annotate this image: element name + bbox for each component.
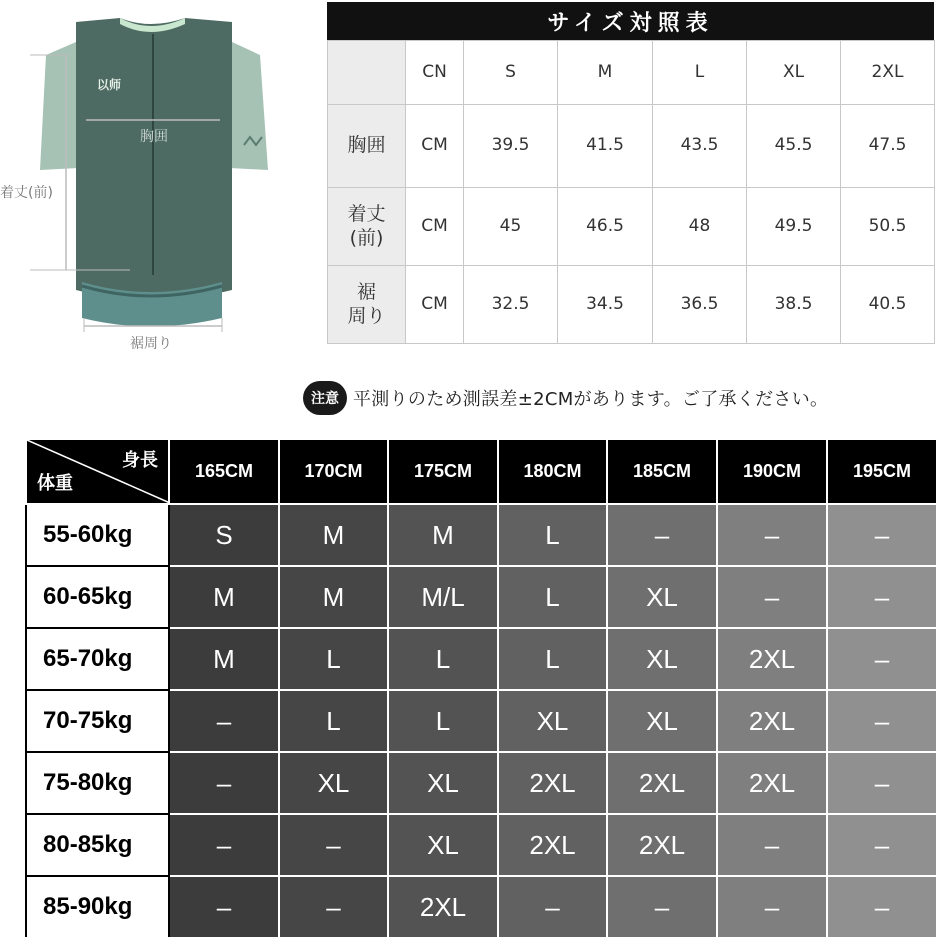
size-recommendation-cell: 2XL <box>717 690 827 752</box>
size-recommendation-cell: XL <box>498 690 607 752</box>
length-measure-label: 着丈(前) <box>0 185 53 201</box>
size-recommendation-cell: – <box>827 628 937 690</box>
size-recommendation-cell: – <box>717 876 827 937</box>
size-recommendation-cell: M <box>279 566 388 628</box>
size-recommendation-cell: 2XL <box>717 752 827 814</box>
size-recommendation-cell: – <box>169 876 279 937</box>
size-value-cell: 34.5 <box>558 266 653 344</box>
size-table-corner <box>328 41 406 105</box>
size-recommendation-cell: – <box>279 814 388 876</box>
size-value-cell: 41.5 <box>558 105 653 188</box>
size-recommendation-cell: L <box>388 690 498 752</box>
size-recommendation-cell: – <box>607 876 717 937</box>
size-recommendation-cell: XL <box>388 752 498 814</box>
note-text: 平測りのため測誤差±2CMがあります。ご了承ください。 <box>353 389 829 410</box>
chart-row <box>26 628 937 690</box>
chart-header-row <box>26 439 937 504</box>
height-header-cell: 170CM <box>279 439 388 504</box>
size-recommendation-cell: L <box>498 628 607 690</box>
chart-row <box>26 690 937 752</box>
size-value-cell: 50.5 <box>841 188 935 266</box>
size-unit-cell: CM <box>406 105 464 188</box>
size-value-cell: 32.5 <box>464 266 558 344</box>
size-header-cell: XL <box>747 41 841 105</box>
size-header-cell: S <box>464 41 558 105</box>
size-recommendation-cell: 2XL <box>388 876 498 937</box>
size-recommendation-cell: – <box>169 690 279 752</box>
size-table <box>327 40 935 344</box>
size-recommendation-cell: XL <box>607 628 717 690</box>
logo-text: 以师 <box>97 78 122 92</box>
size-recommendation-cell: – <box>169 752 279 814</box>
corner-weight-label: 体重 <box>37 473 73 493</box>
size-recommendation-cell: L <box>498 504 607 566</box>
size-unit-cell: CM <box>406 188 464 266</box>
size-recommendation-cell: XL <box>607 690 717 752</box>
measurement-note <box>303 381 828 415</box>
size-recommendation-cell: XL <box>388 814 498 876</box>
size-value-cell: 46.5 <box>558 188 653 266</box>
size-value-cell: 49.5 <box>747 188 841 266</box>
size-recommendation-cell: – <box>827 690 937 752</box>
size-row-label: 裾 周り <box>328 266 406 344</box>
size-value-cell: 45 <box>464 188 558 266</box>
size-recommendation-cell: 2XL <box>607 752 717 814</box>
size-table-header-row <box>328 41 935 105</box>
size-recommendation-cell: – <box>279 876 388 937</box>
size-table-row <box>328 105 935 188</box>
size-recommendation-cell: – <box>717 814 827 876</box>
size-value-cell: 39.5 <box>464 105 558 188</box>
size-recommendation-cell: 2XL <box>607 814 717 876</box>
size-recommendation-cell: L <box>498 566 607 628</box>
size-recommendation-cell: M <box>279 504 388 566</box>
size-recommendation-cell: 2XL <box>717 628 827 690</box>
size-table-row <box>328 188 935 266</box>
size-header-cell: M <box>558 41 653 105</box>
chest-measure-label: 胸囲 <box>140 129 168 145</box>
weight-label-cell: 60-65kg <box>26 566 169 628</box>
chart-body <box>26 439 937 937</box>
size-header-cell: L <box>653 41 747 105</box>
size-recommendation-cell: M <box>388 504 498 566</box>
size-header-cell: 2XL <box>841 41 935 105</box>
chart-row <box>26 876 937 937</box>
size-recommendation-cell: S <box>169 504 279 566</box>
size-value-cell: 36.5 <box>653 266 747 344</box>
chart-row <box>26 814 937 876</box>
size-recommendation-cell: M <box>169 628 279 690</box>
weight-label-cell: 85-90kg <box>26 876 169 937</box>
jersey-illustration <box>0 0 320 370</box>
hem-measure-label: 裾周り <box>130 336 172 352</box>
size-recommendation-cell: – <box>498 876 607 937</box>
size-recommendation-cell: – <box>827 876 937 937</box>
weight-label-cell: 70-75kg <box>26 690 169 752</box>
size-value-cell: 48 <box>653 188 747 266</box>
height-header-cell: 180CM <box>498 439 607 504</box>
size-table-row <box>328 266 935 344</box>
size-recommendation-cell: XL <box>607 566 717 628</box>
size-recommendation-cell: L <box>279 690 388 752</box>
size-row-label: 着丈 (前) <box>328 188 406 266</box>
size-recommendation-cell: M <box>169 566 279 628</box>
size-recommendation-cell: L <box>279 628 388 690</box>
weight-label-cell: 55-60kg <box>26 504 169 566</box>
size-value-cell: 38.5 <box>747 266 841 344</box>
size-value-cell: 43.5 <box>653 105 747 188</box>
size-recommendation-cell: – <box>827 566 937 628</box>
size-recommendation-cell: 2XL <box>498 752 607 814</box>
height-header-cell: 175CM <box>388 439 498 504</box>
height-header-cell: 165CM <box>169 439 279 504</box>
size-value-cell: 45.5 <box>747 105 841 188</box>
weight-label-cell: 75-80kg <box>26 752 169 814</box>
chart-row <box>26 566 937 628</box>
size-unit-cell: CM <box>406 266 464 344</box>
size-recommendation-cell: 2XL <box>498 814 607 876</box>
height-header-cell: 195CM <box>827 439 937 504</box>
size-recommendation-cell: M/L <box>388 566 498 628</box>
corner-height-label: 身長 <box>122 450 158 470</box>
height-header-cell: 185CM <box>607 439 717 504</box>
size-recommendation-cell: – <box>169 814 279 876</box>
height-header-cell: 190CM <box>717 439 827 504</box>
size-recommendation-cell: – <box>717 504 827 566</box>
size-row-label: 胸囲 <box>328 105 406 188</box>
weight-label-cell: 65-70kg <box>26 628 169 690</box>
chart-row <box>26 504 937 566</box>
chart-corner-cell <box>26 439 169 504</box>
size-value-cell: 40.5 <box>841 266 935 344</box>
size-recommendation-cell: – <box>607 504 717 566</box>
size-recommendation-cell: – <box>717 566 827 628</box>
size-recommendation-cell: – <box>827 814 937 876</box>
weight-label-cell: 80-85kg <box>26 814 169 876</box>
size-recommendation-cell: – <box>827 504 937 566</box>
size-recommendation-cell: L <box>388 628 498 690</box>
chart-row <box>26 752 937 814</box>
size-header-cell: CN <box>406 41 464 105</box>
size-recommendation-cell: XL <box>279 752 388 814</box>
size-value-cell: 47.5 <box>841 105 935 188</box>
size-recommendation-chart <box>25 438 938 937</box>
note-badge: 注意 <box>303 381 347 415</box>
size-table-title: サイズ対照表 <box>327 2 934 40</box>
size-recommendation-cell: – <box>827 752 937 814</box>
